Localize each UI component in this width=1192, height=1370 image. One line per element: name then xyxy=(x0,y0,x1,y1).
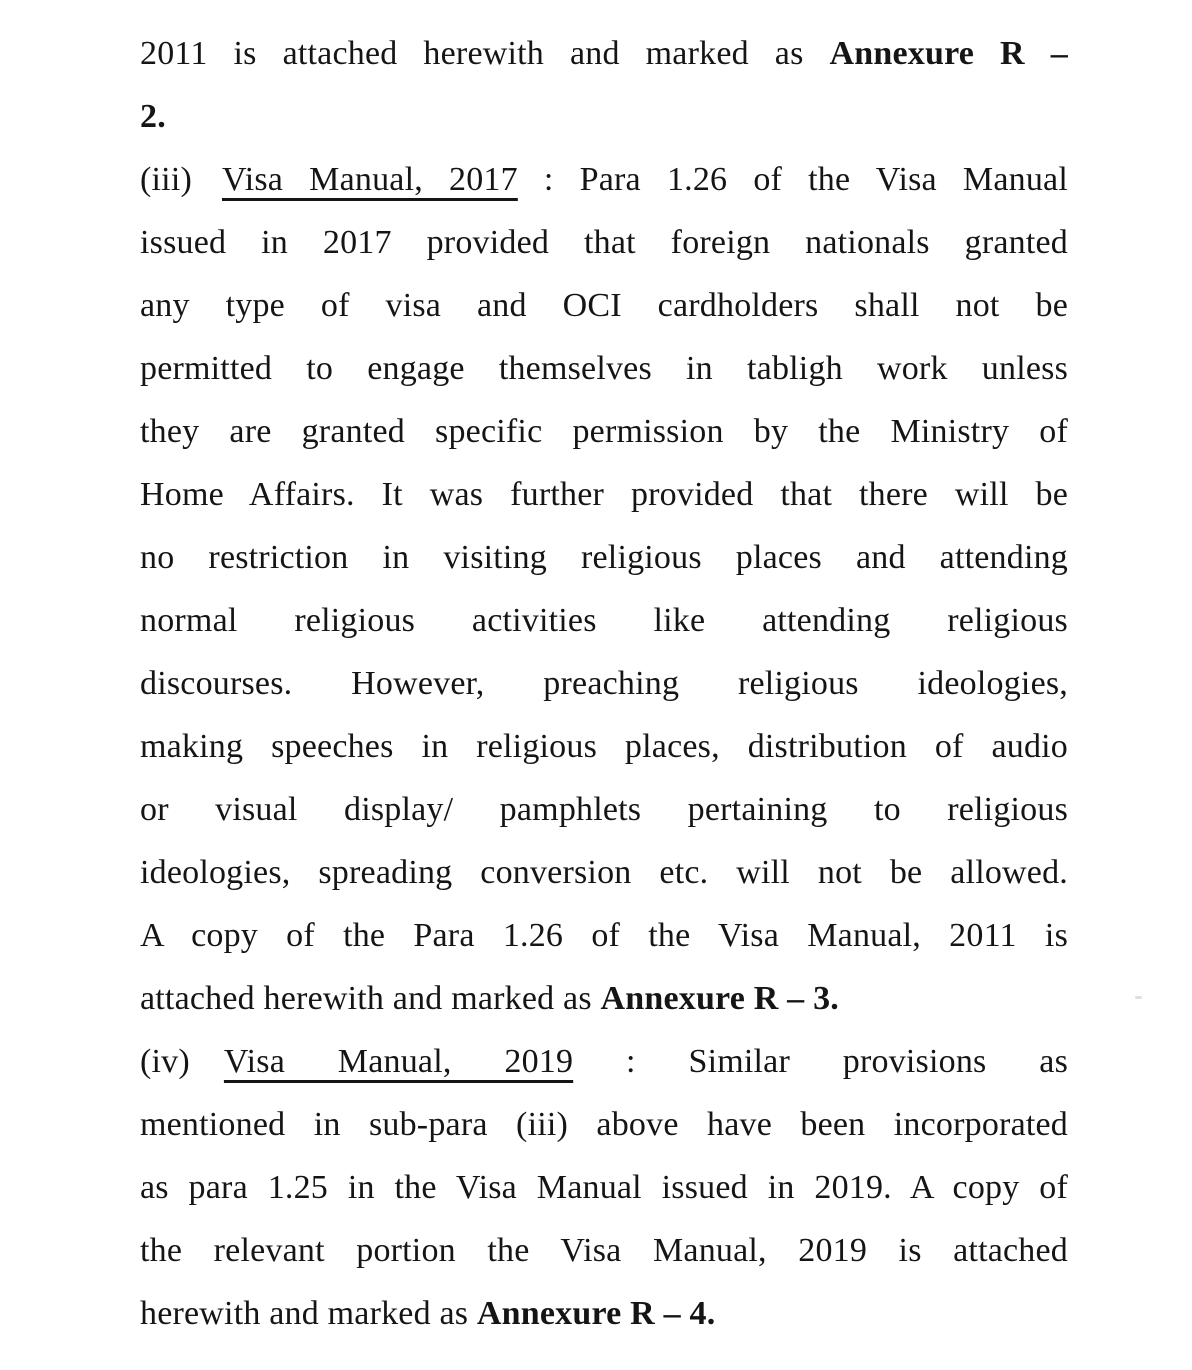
text-segment: ideologies, spreading conversion etc. will not be allowed. xyxy=(140,854,1068,891)
text-line xyxy=(140,85,1068,148)
text-line xyxy=(140,967,1068,1030)
visa-manual-2017-ref: Visa Manual, 2017 xyxy=(221,161,518,198)
text-line xyxy=(140,589,1068,652)
tab-spacer xyxy=(192,189,222,190)
text-line xyxy=(140,526,1068,589)
text-segment: 2011 is attached herewith and marked as xyxy=(140,35,830,72)
visa-manual-2019-ref: Visa Manual, 2019 xyxy=(223,1043,574,1080)
text-line xyxy=(140,652,1068,715)
text-segment: Home Affairs. It was further provided that there will be xyxy=(140,476,1068,513)
para-iv-visa-manual-2019 xyxy=(140,1030,1068,1345)
text-segment: : Para 1.26 of the Visa Manual xyxy=(517,161,1068,198)
text-line xyxy=(140,463,1068,526)
text-line xyxy=(140,148,1068,211)
text-segment: attached herewith and marked as xyxy=(140,980,601,1017)
annexure-r3-label: Annexure R – 3. xyxy=(600,980,839,1017)
annexure-r4-label: Annexure R – 4. xyxy=(476,1295,716,1332)
text-segment: A copy of the Para 1.26 of the Visa Manual, 2011 is xyxy=(140,917,1068,954)
text-line xyxy=(140,778,1068,841)
text-segment: they are granted specific permission by the Ministry of xyxy=(140,413,1068,450)
text-segment: herewith and marked as xyxy=(140,1295,477,1332)
text-segment: the relevant portion the Visa Manual, 2019 is attached xyxy=(140,1232,1068,1269)
text-segment: mentioned in sub-para (iii) above have been incorporated xyxy=(140,1106,1068,1143)
text-segment: discourses. However, preaching religious ideologies, xyxy=(140,665,1068,702)
text-segment: or visual display/ pamphlets pertaining to religious xyxy=(140,791,1068,828)
text-line xyxy=(140,337,1068,400)
text-line xyxy=(140,904,1068,967)
list-marker-iii: (iii) xyxy=(140,161,192,198)
text-line xyxy=(140,22,1068,85)
text-segment: issued in 2017 provided that foreign nationals granted xyxy=(140,224,1068,261)
text-segment: : Similar provisions as xyxy=(573,1043,1068,1080)
text-line xyxy=(140,715,1068,778)
text-segment: normal religious activities like attending religious xyxy=(140,602,1068,639)
scan-artifact xyxy=(1135,996,1142,999)
text-segment: permitted to engage themselves in tabligh work unless xyxy=(140,350,1068,387)
text-segment: as para 1.25 in the Visa Manual issued in 2019. A copy of xyxy=(140,1169,1068,1206)
para-iii-visa-manual-2017 xyxy=(140,148,1068,1030)
para-annexure-r2-end xyxy=(140,22,1068,148)
annexure-r2-label: Annexure R – xyxy=(829,35,1068,72)
tab-spacer xyxy=(190,1071,224,1072)
list-marker-iv: (iv) xyxy=(140,1043,190,1080)
text-line xyxy=(140,1093,1068,1156)
text-segment: no restriction in visiting religious places and attending xyxy=(140,539,1068,576)
text-line xyxy=(140,274,1068,337)
text-line xyxy=(140,1156,1068,1219)
text-segment: making speeches in religious places, distribution of audio xyxy=(140,728,1068,765)
text-line xyxy=(140,841,1068,904)
text-line xyxy=(140,211,1068,274)
text-line xyxy=(140,1219,1068,1282)
text-line xyxy=(140,1030,1068,1093)
text-segment: any type of visa and OCI cardholders shall not be xyxy=(140,287,1068,324)
text-line xyxy=(140,400,1068,463)
document-text xyxy=(140,22,1068,1345)
annexure-r2-label-cont: 2. xyxy=(140,98,166,135)
text-line xyxy=(140,1282,1068,1345)
